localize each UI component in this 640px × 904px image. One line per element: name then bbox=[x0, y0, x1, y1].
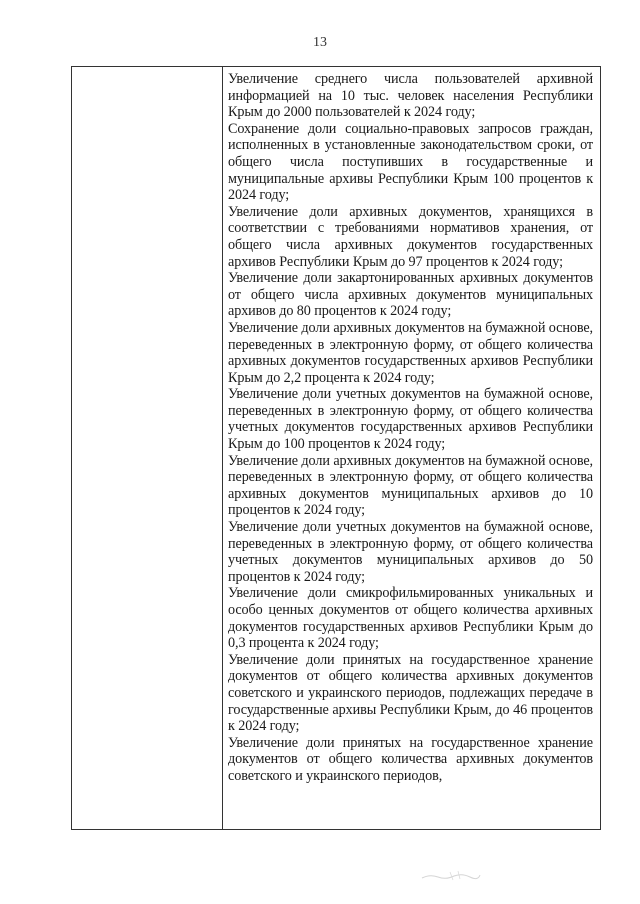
indicator-item: Увеличение доли архивных документов на бумажной основе, переведенных в электронную форму, от общего количества архивных документов муниципальных архивов до 10 процентов к 2024 году; bbox=[228, 452, 593, 519]
indicator-item: Увеличение доли учетных документов на бумажной основе, переведенных в электронную форму, от общего количества учетных документов государственных архивов Республики Крым до 100 процентов к 2024 году; bbox=[228, 386, 593, 453]
indicator-item: Увеличение доли принятых на государственное хранение документов от общего количества архивных документов советского и украинского периодов, подлежащих передаче в государственные архивы Республики Крым, до 46 процентов к 2024 году; bbox=[228, 651, 593, 735]
page-number: 13 bbox=[313, 35, 327, 50]
scan-smudge bbox=[420, 868, 482, 882]
table-left-cell bbox=[72, 67, 223, 829]
indicator-item: Увеличение доли смикрофильмированных уникальных и особо ценных документов от общего количества архивных документов государственных архивов Республики Крым до 0,3 процента к 2024 году; bbox=[228, 585, 593, 652]
indicators-table bbox=[71, 66, 601, 830]
indicator-item: Увеличение доли принятых на государственное хранение документов от общего количества архивных документов советского и украинского периодов, bbox=[228, 734, 593, 784]
indicator-item: Увеличение среднего числа пользователей архивной информацией на 10 тыс. человек населения Республики Крым до 2000 пользователей к 2024 году; bbox=[228, 71, 593, 121]
indicator-item: Увеличение доли архивных документов, хранящихся в соответствии с требованиями нормативов хранения, от общего числа архивных документов государственных архивов Республики Крым до 97 процентов к 2024 году; bbox=[228, 203, 593, 270]
indicator-item: Увеличение доли архивных документов на бумажной основе, переведенных в электронную форму, от общего количества архивных документов государственных архивов Республики Крым до 2,2 процента к 2024 году; bbox=[228, 319, 593, 386]
table-right-cell bbox=[223, 67, 600, 829]
indicator-item: Увеличение доли учетных документов на бумажной основе, переведенных в электронную форму, от общего количества учетных документов муниципальных архивов до 50 процентов к 2024 году; bbox=[228, 519, 593, 585]
indicator-item: Увеличение доли закартонированных архивных документов от общего числа архивных документов муниципальных архивов до 80 процентов к 2024 году; bbox=[228, 270, 593, 320]
indicator-item: Сохранение доли социально-правовых запросов граждан, исполненных в установленные законодательством сроки, от общего числа поступивших в государственные и муниципальные архивы Республики Крым 100 процентов к 2024 году; bbox=[228, 120, 593, 204]
